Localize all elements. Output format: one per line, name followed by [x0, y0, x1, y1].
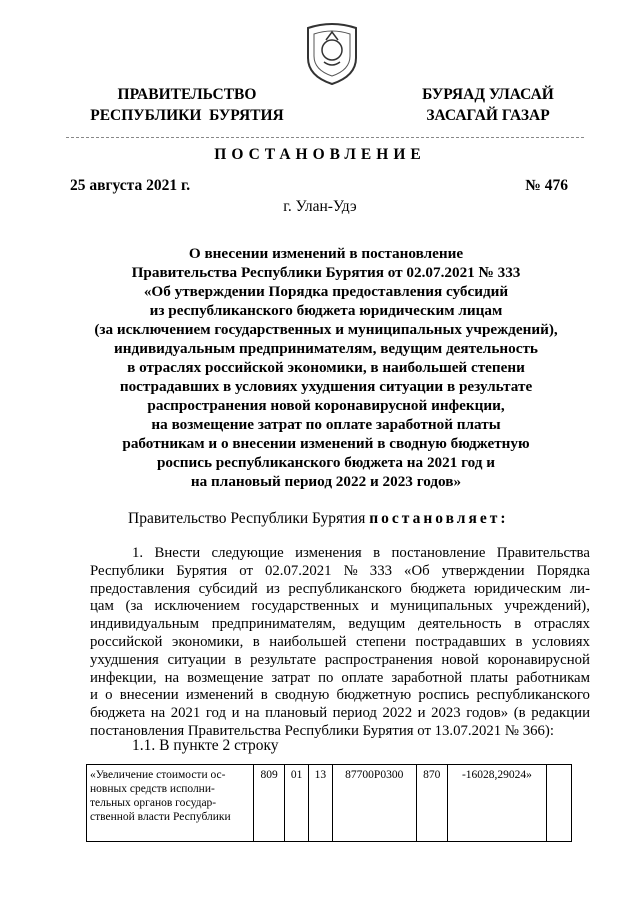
table-row: [87, 765, 572, 842]
subject-line: из республиканского бюджета юридическим лицам: [149, 302, 503, 319]
subject-line: роспись республиканского бюджета на 2021 год и: [156, 454, 496, 471]
subject-line: О внесении изменений в постановление: [188, 245, 464, 262]
header-divider: [66, 137, 584, 138]
paragraph-line: постановления Правительства Республики Бурятия от 13.07.2021 № 366):: [90, 722, 554, 739]
document-subject: [70, 244, 582, 491]
table-cell-description: [87, 765, 254, 842]
table-cell-code-1: 809: [254, 765, 285, 842]
document-city: г. Улан-Удэ: [283, 198, 357, 215]
table-cell-code-3: 13: [309, 765, 333, 842]
subject-line: в отраслях российской экономики, в наибольшей степени: [127, 359, 525, 376]
header-right-line1: БУРЯАД УЛАСАЙ: [422, 86, 554, 103]
subject-line: индивидуальным предпринимателям, ведущим деятельность: [114, 340, 538, 357]
subpoint-1-1: 1.1. В пункте 2 строку: [132, 737, 279, 754]
paragraph-line: индивидуальным предпринимателям, ведущим деятельность в отраслях: [90, 616, 590, 633]
subject-line: (за исключением государственных и муниципальных учреждений),: [94, 321, 558, 338]
paragraph-line: инфекции, на возмещение затрат по оплате заработной платы работникам: [90, 669, 590, 686]
paragraph-line: бюджета на 2021 год и на плановый период 2022 и 2023 годов» (в редакции: [90, 705, 590, 722]
paragraph-1: [90, 545, 590, 741]
government-header-ru: [72, 84, 302, 126]
table-cell-empty: [547, 765, 572, 842]
coat-of-arms-emblem: [302, 18, 362, 86]
table-cell-code-2: 01: [285, 765, 309, 842]
description-line: «Увеличение стоимости ос-: [90, 769, 226, 781]
subject-line: распространения новой коронавирусной инфекции,: [147, 397, 505, 414]
preamble-emphasis: постановляет:: [369, 510, 509, 527]
government-header-bua: [388, 84, 588, 126]
document-date: 25 августа 2021 г.: [70, 177, 191, 194]
subject-line: на возмещение затрат по оплате заработной платы: [151, 416, 501, 433]
preamble: [128, 510, 509, 528]
subject-line: Правительства Республики Бурятия от 02.07.2021 № 333: [131, 264, 521, 281]
header-left-line1: ПРАВИТЕЛЬСТВО: [117, 86, 257, 103]
table-cell-code-5: 870: [416, 765, 447, 842]
header-left-line2: РЕСПУБЛИКИ БУРЯТИЯ: [90, 107, 284, 124]
budget-table: [86, 764, 572, 842]
document-type-title: ПОСТАНОВЛЕНИЕ: [214, 146, 426, 163]
table-cell-amount: -16028,29024»: [447, 765, 546, 842]
description-line: ственной власти Республики: [90, 811, 231, 823]
description-line: новных средств исполни-: [90, 783, 215, 795]
document-number: № 476: [525, 177, 568, 194]
paragraph-line: российской экономики, в наибольшей степени пострадавших в условиях: [90, 633, 590, 650]
paragraph-line: ухудшения ситуации в результате распространения новой коронавирусной: [90, 651, 590, 668]
preamble-text: Правительство Республики Бурятия: [128, 510, 366, 527]
paragraph-line: цам (за исключением государственных и муниципальных учреждений),: [90, 598, 590, 615]
paragraph-line: 1. Внести следующие изменения в постановление Правительства: [132, 545, 590, 561]
paragraph-line: Республики Бурятия от 02.07.2021 № 333 «Об утверждении Порядка: [90, 562, 590, 579]
description-line: тельных органов государ-: [90, 797, 217, 809]
header-right-line2: ЗАСАГАЙ ГАЗАР: [426, 107, 550, 124]
subject-line: на плановый период 2022 и 2023 годов»: [190, 473, 462, 490]
subject-line: «Об утверждении Порядка предоставления субсидий: [143, 283, 509, 300]
subject-line: работникам и о внесении изменений в сводную бюджетную: [122, 435, 530, 452]
table-cell-code-4: 87700Р0300: [332, 765, 416, 842]
subject-line: пострадавших в условиях ухудшения ситуации в результате: [119, 378, 533, 395]
paragraph-line: предоставления субсидий из республиканского бюджета юридическим ли-: [90, 580, 590, 597]
paragraph-line: и о внесении изменений в сводную бюджетную роспись республиканского: [90, 687, 590, 704]
